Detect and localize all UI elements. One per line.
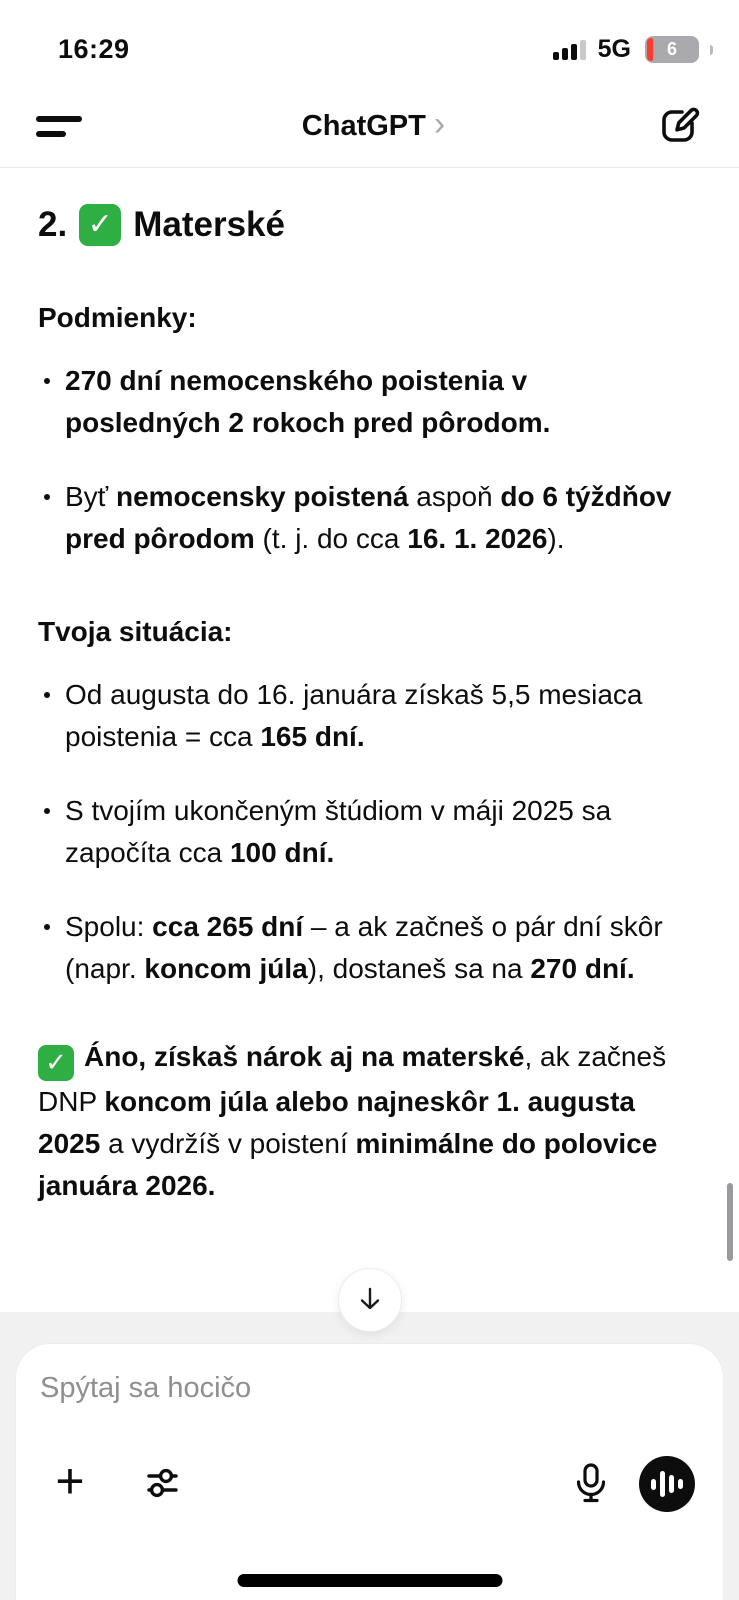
status-bar <box>0 0 739 85</box>
heading-number: 2. <box>38 205 68 244</box>
battery-charge-level <box>647 38 653 61</box>
signal-strength-icon <box>553 40 586 60</box>
arrow-down-icon <box>355 1284 385 1317</box>
composer-area <box>0 1312 739 1600</box>
message-heading <box>38 204 683 246</box>
attach-button[interactable] <box>44 1453 96 1510</box>
assistant-message <box>0 204 739 1207</box>
bullet-text: S tvojím ukončeným štúdiom v máji 2025 sa započíta cca 100 dní. <box>65 795 612 868</box>
app-header <box>0 85 739 168</box>
battery-percent-label: 6 <box>666 39 677 59</box>
composer-toolbar <box>16 1453 723 1512</box>
conclusion-text: Áno, získaš nárok aj na materské, ak začneš DNP koncom júla alebo najneskôr 1. augusta 2025 a vydržíš v poistení minimálne do polovice januára 2026. <box>38 1041 667 1201</box>
plus-icon: + <box>55 1453 85 1509</box>
section-title: Tvoja situácia: <box>38 616 233 647</box>
composer-card <box>16 1344 723 1600</box>
home-indicator[interactable] <box>237 1574 502 1587</box>
model-picker-button[interactable] <box>302 107 445 145</box>
bullet-item <box>38 674 683 758</box>
bullet-list <box>38 360 683 560</box>
chevron-right-icon: › <box>433 105 446 143</box>
scroll-to-bottom-button[interactable] <box>338 1268 402 1332</box>
sidebar-menu-icon[interactable] <box>36 104 92 148</box>
network-type-label: 5G <box>597 35 631 63</box>
bullet-text: Byť nemocensky poistená aspoň do 6 týždňov pred pôrodom (t. j. do cca 16. 1. 2026). <box>65 481 672 554</box>
sliders-icon <box>139 1460 185 1509</box>
bullet-list <box>38 674 683 990</box>
bullet-item <box>38 906 683 990</box>
message-input[interactable]: Spýtaj sa hocičo <box>40 1372 252 1404</box>
microphone-icon <box>568 1460 614 1509</box>
voice-waveform-icon <box>651 1479 656 1490</box>
bullet-text: Od augusta do 16. januára získaš 5,5 mesiaca poistenia = cca 165 dní. <box>65 679 643 752</box>
check-mark-emoji: ✓ <box>38 1045 74 1081</box>
app-title: ChatGPT <box>301 109 426 142</box>
bullet-item <box>38 790 683 874</box>
heading-text: Materské <box>133 205 285 244</box>
bullet-text: Spolu: cca 265 dní – a ak začneš o pár dní skôr (napr. koncom júla), dostaneš sa na 270 dní. <box>65 911 663 984</box>
battery-nub <box>710 45 713 55</box>
scrollbar-thumb[interactable] <box>727 1183 733 1261</box>
tools-button[interactable] <box>136 1458 188 1510</box>
check-mark-emoji: ✓ <box>79 204 121 246</box>
bullet-item <box>38 476 683 560</box>
new-chat-button[interactable] <box>655 102 703 150</box>
conclusion-paragraph <box>38 1036 683 1207</box>
compose-icon <box>656 102 702 151</box>
bullet-item <box>38 360 683 444</box>
dictate-button[interactable] <box>565 1458 617 1510</box>
clock: 16:29 <box>58 34 130 64</box>
voice-mode-button[interactable] <box>639 1456 695 1512</box>
section-title: Podmienky: <box>38 302 197 333</box>
battery-icon <box>645 36 699 63</box>
bullet-text: 270 dní nemocenského poistenia v posledných 2 rokoch pred pôrodom. <box>65 365 551 438</box>
